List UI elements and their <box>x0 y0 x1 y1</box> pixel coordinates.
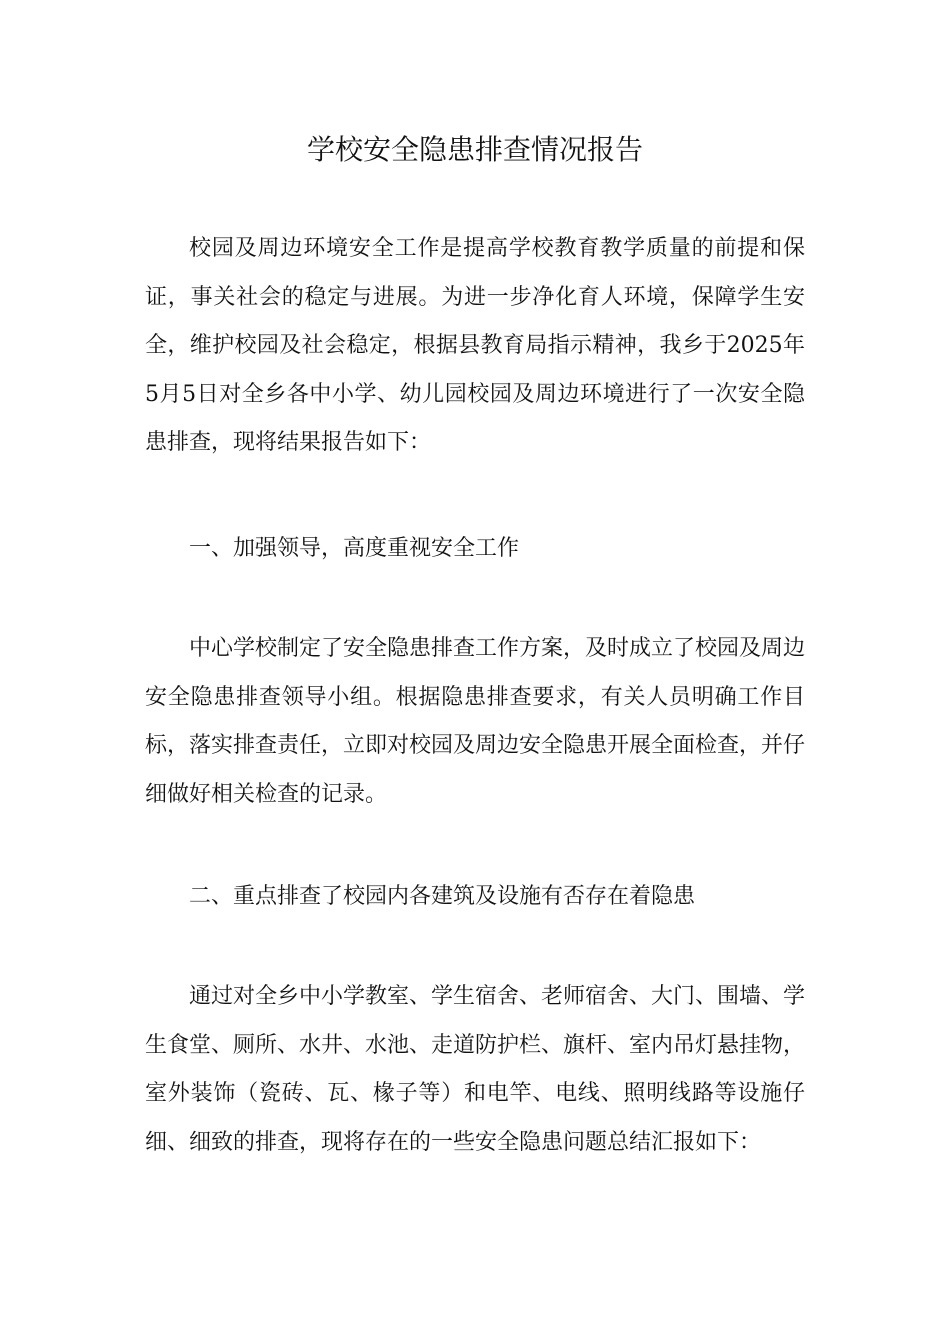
section-heading-2: 二、重点排查了校园内各建筑及设施有否存在着隐患 <box>189 884 696 909</box>
document-title: 学校安全隐患排查情况报告 <box>306 133 643 166</box>
section-heading-1: 一、加强领导，高度重视安全工作 <box>189 536 520 561</box>
section-2-paragraph: 通过对全乡中小学教室、学生宿舍、老师宿舍、大门、围墙、学生食堂、厕所、水井、水池、走道防护栏、旗杆、室内吊灯悬挂物，室外装饰（瓷砖、瓦、椽子等）和电竿、电线、照明线路等设施仔细、细致的排查，现将存在的一些安全隐患问题总结汇报如下： <box>145 984 806 1155</box>
section-1-paragraph: 中心学校制定了安全隐患排查工作方案，及时成立了校园及周边安全隐患排查领导小组。根据隐患排查要求，有关人员明确工作目标，落实排查责任，立即对校园及周边安全隐患开展全面检查，并仔细做好相关检查的记录。 <box>145 636 806 807</box>
intro-paragraph: 校园及周边环境安全工作是提高学校教育教学质量的前提和保证，事关社会的稳定与进展。为进一步净化育人环境，保障学生安全，维护校园及社会稳定，根据县教育局指示精神，我乡于2025年5月5日对全乡各中小学、幼儿园校园及周边环境进行了一次安全隐患排查，现将结果报告如下： <box>145 236 805 456</box>
